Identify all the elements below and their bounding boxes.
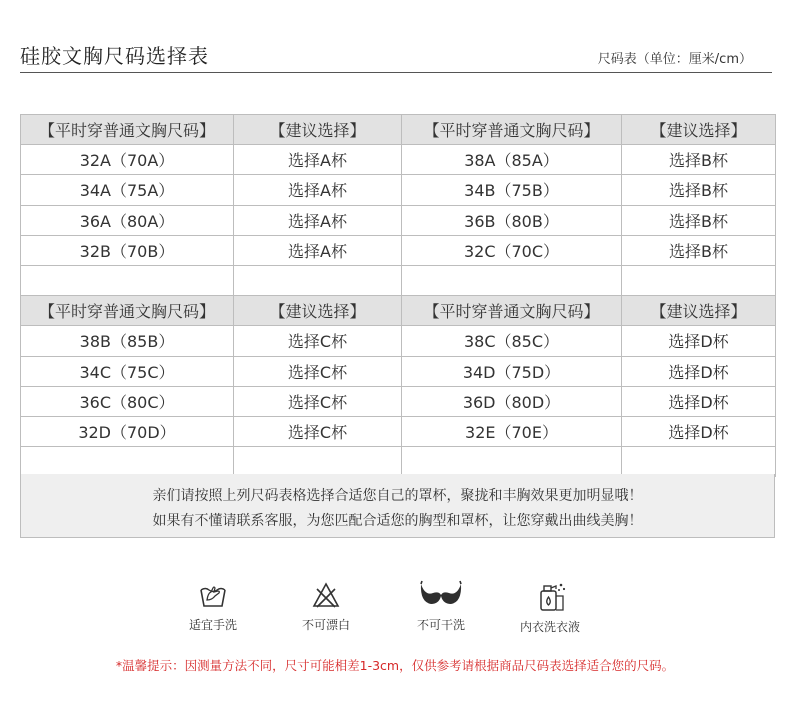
care-item-no-bleach [281, 580, 371, 633]
note-line: 如果有不懂请联系客服，为您匹配合适您的胸型和罩杯，让您穿戴出曲线美胸！ [152, 513, 643, 529]
cup-cell: 选择C杯 [234, 356, 402, 386]
no-dry-clean-icon [417, 580, 465, 610]
size-cell: 38A（85A） [402, 145, 622, 175]
table-row [21, 145, 776, 175]
header-cell: 【平时穿普通文胸尺码】 [402, 115, 622, 145]
no-bleach-icon [311, 580, 341, 610]
cup-cell: 选择A杯 [234, 235, 402, 265]
note-line: 亲们请按照上列尺码表格选择合适您自己的罩杯，聚拢和丰胸效果更加明显哦！ [152, 488, 643, 504]
header-cell: 【平时穿普通文胸尺码】 [21, 296, 234, 326]
size-cell: 38C（85C） [402, 326, 622, 356]
title-divider [20, 72, 772, 73]
empty-cell [402, 447, 622, 477]
cup-cell: 选择B杯 [622, 235, 776, 265]
size-cell: 32C（70C） [402, 235, 622, 265]
empty-cell [21, 447, 234, 477]
table-row [21, 356, 776, 386]
size-cell: 38B（85B） [21, 326, 234, 356]
empty-cell [622, 447, 776, 477]
cup-cell: 选择D杯 [622, 356, 776, 386]
header-cell: 【建议选择】 [622, 296, 776, 326]
size-cell: 34D（75D） [402, 356, 622, 386]
empty-cell [402, 265, 622, 295]
warning-text: *温馨提示：因测量方法不同，尺寸可能相差1-3cm，仅供参考请根据商品尺码表选择适合您的尺码。 [115, 658, 675, 673]
table-header-row [21, 115, 776, 145]
cup-cell: 选择C杯 [234, 386, 402, 416]
care-icons [0, 580, 790, 644]
empty-cell [21, 265, 234, 295]
cup-cell: 选择B杯 [622, 175, 776, 205]
cup-cell: 选择A杯 [234, 145, 402, 175]
unit-label: 尺码表（单位：厘米/cm） [597, 52, 752, 67]
cup-cell: 选择D杯 [622, 416, 776, 446]
table-header-row [21, 296, 776, 326]
detergent-icon [533, 580, 567, 612]
care-item-hand-wash [168, 580, 258, 633]
header-cell: 【平时穿普通文胸尺码】 [21, 115, 234, 145]
size-cell: 32E（70E） [402, 416, 622, 446]
size-cell: 32B（70B） [21, 235, 234, 265]
care-label: 适宜手洗 [188, 618, 237, 632]
size-cell: 32A（70A） [21, 145, 234, 175]
care-label: 不可干洗 [416, 618, 465, 632]
empty-cell [234, 265, 402, 295]
care-label: 内衣洗衣液 [519, 620, 580, 634]
cup-cell: 选择B杯 [622, 145, 776, 175]
table-row [21, 175, 776, 205]
size-cell: 36C（80C） [21, 386, 234, 416]
header-cell: 【建议选择】 [234, 115, 402, 145]
table-row [21, 416, 776, 446]
table-row [21, 205, 776, 235]
empty-cell [234, 447, 402, 477]
page-title: 硅胶文胸尺码选择表 [20, 44, 209, 68]
cup-cell: 选择C杯 [234, 326, 402, 356]
header-cell: 【平时穿普通文胸尺码】 [402, 296, 622, 326]
cup-cell: 选择B杯 [622, 205, 776, 235]
care-item-no-dry-clean [396, 580, 486, 633]
size-cell: 34A（75A） [21, 175, 234, 205]
size-cell: 34B（75B） [402, 175, 622, 205]
size-cell: 32D（70D） [21, 416, 234, 446]
cup-cell: 选择C杯 [234, 416, 402, 446]
cup-cell: 选择A杯 [234, 175, 402, 205]
table-row [21, 386, 776, 416]
size-cell: 36A（80A） [21, 205, 234, 235]
table-row [21, 326, 776, 356]
hand-wash-icon [198, 580, 228, 610]
cup-cell: 选择D杯 [622, 386, 776, 416]
care-item-detergent [505, 580, 595, 635]
empty-cell [622, 265, 776, 295]
advice-note [20, 474, 775, 538]
table-row [21, 235, 776, 265]
care-label: 不可漂白 [301, 618, 350, 632]
empty-row [21, 265, 776, 295]
header-cell: 【建议选择】 [622, 115, 776, 145]
size-table [20, 114, 776, 477]
cup-cell: 选择D杯 [622, 326, 776, 356]
size-cell: 36D（80D） [402, 386, 622, 416]
cup-cell: 选择A杯 [234, 205, 402, 235]
size-cell: 36B（80B） [402, 205, 622, 235]
empty-row [21, 447, 776, 477]
size-cell: 34C（75C） [21, 356, 234, 386]
header-cell: 【建议选择】 [234, 296, 402, 326]
